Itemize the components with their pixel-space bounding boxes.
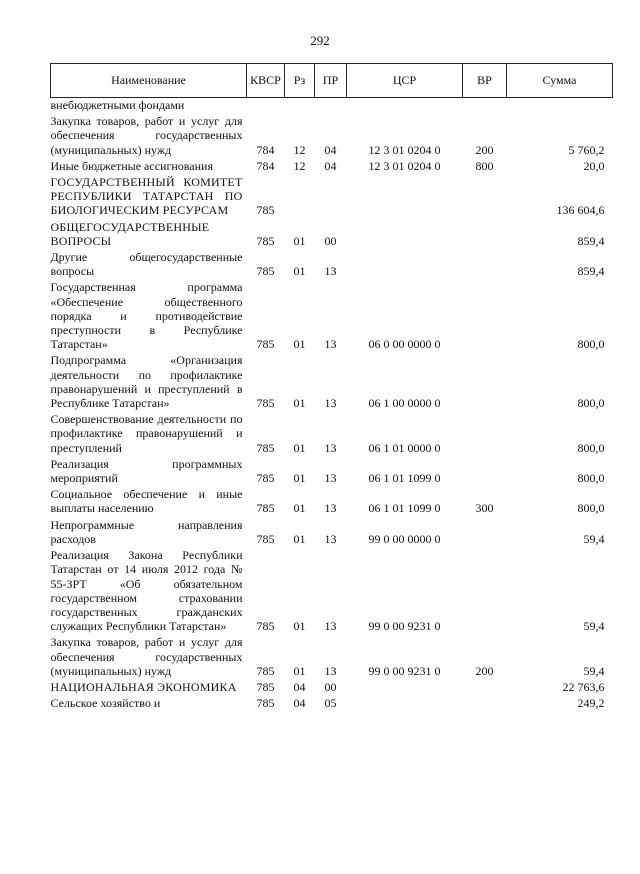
cell-name: Сельское хозяйство и — [50, 696, 161, 711]
table-row — [51, 278, 613, 351]
cell-sum: 859,4 — [577, 264, 605, 279]
table-row — [51, 678, 613, 694]
cell-kvsr: 785 — [256, 696, 275, 711]
cell-csr: 06 1 00 0000 0 — [368, 396, 441, 411]
cell-vr: 200 — [475, 142, 494, 157]
cell-pr: 00 — [324, 679, 337, 694]
budget-table — [50, 63, 613, 710]
cell-sum: 59,4 — [583, 663, 605, 678]
cell-name: Совершенствование деятельности по профилактике правонарушений и преступлений — [50, 412, 243, 455]
table-row — [51, 157, 613, 173]
cell-sum: 249,2 — [577, 696, 605, 711]
cell-kvsr — [247, 98, 285, 113]
cell-csr: 99 0 00 9231 0 — [368, 663, 441, 678]
cell-pr: 13 — [324, 501, 337, 516]
cell-kvsr: 785 — [256, 501, 275, 516]
cell-kvsr: 785 — [256, 337, 275, 352]
table-row — [51, 112, 613, 157]
cell-name: Социальное обеспечение и иные выплаты населению — [50, 487, 243, 516]
table-row — [51, 546, 613, 633]
cell-vr: 300 — [475, 501, 494, 516]
cell-rz: 12 — [293, 142, 306, 157]
header-pr: ПР — [315, 64, 347, 98]
table-row — [51, 98, 613, 113]
cell-rz: 04 — [293, 696, 306, 711]
cell-csr — [347, 218, 463, 248]
cell-vr — [463, 410, 507, 455]
cell-pr: 13 — [324, 264, 337, 279]
cell-pr: 13 — [324, 531, 337, 546]
cell-pr: 04 — [324, 158, 337, 173]
cell-kvsr: 784 — [256, 158, 275, 173]
cell-csr: 06 1 01 0000 0 — [368, 440, 441, 455]
cell-name: Подпрограмма «Организация деятельности по профилактике правонарушений и преступлений в Республике Татарстан» — [50, 353, 243, 411]
cell-csr — [347, 173, 463, 218]
table-row — [51, 218, 613, 248]
cell-vr: 200 — [475, 663, 494, 678]
cell-kvsr: 785 — [256, 531, 275, 546]
cell-kvsr: 785 — [256, 679, 275, 694]
cell-sum: 59,4 — [583, 619, 605, 634]
cell-sum: 800,0 — [577, 396, 605, 411]
cell-vr — [463, 546, 507, 633]
header-kvsr: КВСР — [247, 64, 285, 98]
cell-kvsr: 785 — [256, 264, 275, 279]
cell-sum: 800,0 — [577, 337, 605, 352]
cell-rz — [285, 98, 315, 113]
cell-kvsr: 785 — [256, 663, 275, 678]
cell-pr: 13 — [324, 471, 337, 486]
cell-sum: 800,0 — [577, 440, 605, 455]
cell-vr — [463, 278, 507, 351]
cell-kvsr: 785 — [256, 471, 275, 486]
header-sum: Сумма — [507, 64, 613, 98]
table-row — [51, 351, 613, 410]
table-row — [51, 455, 613, 485]
cell-csr: 12 3 01 0204 0 — [368, 142, 441, 157]
cell-csr: 99 0 00 9231 0 — [368, 619, 441, 634]
cell-vr — [463, 694, 507, 710]
cell-pr: 13 — [324, 619, 337, 634]
cell-csr — [347, 678, 463, 694]
cell-name: Непрограммные направления расходов — [50, 517, 243, 546]
cell-vr — [463, 351, 507, 410]
cell-kvsr: 784 — [256, 142, 275, 157]
cell-name: Другие общегосударственные вопросы — [50, 250, 243, 279]
cell-name: внебюджетными фондами — [50, 98, 185, 112]
cell-rz — [285, 173, 315, 218]
cell-pr: 13 — [324, 337, 337, 352]
table-row — [51, 248, 613, 278]
cell-vr — [463, 98, 507, 113]
cell-csr: 06 1 01 1099 0 — [368, 471, 441, 486]
cell-vr: 800 — [475, 158, 494, 173]
table-row — [51, 633, 613, 678]
table-row — [51, 516, 613, 546]
cell-rz: 01 — [293, 501, 306, 516]
cell-name: НАЦИОНАЛЬНАЯ ЭКОНОМИКА — [50, 679, 237, 694]
cell-kvsr: 785 — [256, 203, 275, 218]
cell-kvsr: 785 — [256, 440, 275, 455]
cell-sum: 20,0 — [583, 158, 605, 173]
cell-sum — [507, 98, 613, 113]
cell-csr — [347, 98, 463, 113]
cell-name: Государственная программа «Обеспечение общественного порядка и противодействие преступности в Республике Татарстан» — [50, 280, 243, 352]
cell-pr: 04 — [324, 142, 337, 157]
header-name: Наименование — [51, 64, 247, 98]
cell-csr: 99 0 00 0000 0 — [368, 531, 441, 546]
table-row — [51, 410, 613, 455]
table-row — [51, 173, 613, 218]
cell-sum: 5 760,2 — [568, 142, 605, 157]
cell-sum: 22 763,6 — [562, 679, 605, 694]
header-csr: ЦСР — [347, 64, 463, 98]
cell-pr: 13 — [324, 440, 337, 455]
cell-vr — [463, 248, 507, 278]
cell-pr: 13 — [324, 396, 337, 411]
cell-name: Закупка товаров, работ и услуг для обеспечения государственных (муниципальных) нужд — [50, 114, 243, 157]
cell-name: Реализация программных мероприятий — [50, 456, 243, 486]
cell-sum: 859,4 — [577, 233, 605, 248]
cell-kvsr: 785 — [256, 619, 275, 634]
cell-pr: 13 — [324, 663, 337, 678]
cell-csr — [347, 248, 463, 278]
cell-vr — [463, 218, 507, 248]
cell-name: ГОСУДАРСТВЕННЫЙ КОМИТЕТ РЕСПУБЛИКИ ТАТАРСТАН ПО БИОЛОГИЧЕСКИМ РЕСУРСАМ — [50, 175, 243, 218]
cell-sum: 800,0 — [577, 471, 605, 486]
cell-csr — [347, 694, 463, 710]
cell-pr: 05 — [324, 696, 337, 711]
cell-pr — [315, 173, 347, 218]
cell-rz: 01 — [293, 264, 306, 279]
cell-pr — [315, 98, 347, 113]
cell-rz: 04 — [293, 679, 306, 694]
cell-kvsr: 785 — [256, 233, 275, 248]
page-number: 292 — [310, 33, 330, 48]
cell-name: Реализация Закона Республики Татарстан от 14 июля 2012 года № 55-ЗРТ «Об обязательном государственном страховании государственных гражданских служащих Республики Татарстан» — [50, 548, 243, 634]
cell-rz: 01 — [293, 531, 306, 546]
cell-sum: 800,0 — [577, 501, 605, 516]
cell-sum: 59,4 — [583, 531, 605, 546]
cell-rz: 01 — [293, 663, 306, 678]
cell-vr — [463, 516, 507, 546]
cell-vr — [463, 455, 507, 485]
cell-rz: 01 — [293, 619, 306, 634]
cell-name: Закупка товаров, работ и услуг для обеспечения государственных (муниципальных) нужд — [50, 635, 243, 678]
cell-sum: 136 604,6 — [556, 203, 605, 218]
cell-name: ОБЩЕГОСУДАРСТВЕННЫЕ ВОПРОСЫ — [50, 219, 210, 248]
cell-vr — [463, 678, 507, 694]
table-row — [51, 694, 613, 710]
cell-csr: 06 1 01 1099 0 — [368, 501, 441, 516]
cell-rz: 12 — [293, 158, 306, 173]
cell-rz: 01 — [293, 337, 306, 352]
cell-csr: 12 3 01 0204 0 — [368, 158, 441, 173]
cell-rz: 01 — [293, 471, 306, 486]
cell-rz: 01 — [293, 396, 306, 411]
header-vr: ВР — [463, 64, 507, 98]
cell-kvsr: 785 — [256, 396, 275, 411]
table-row — [51, 485, 613, 515]
cell-rz: 01 — [293, 233, 306, 248]
cell-name: Иные бюджетные ассигнования — [50, 158, 213, 173]
header-rz: Рз — [285, 64, 315, 98]
table-header-row — [51, 64, 613, 98]
cell-csr: 06 0 00 0000 0 — [368, 337, 441, 352]
cell-vr — [463, 173, 507, 218]
cell-rz: 01 — [293, 440, 306, 455]
cell-pr: 00 — [324, 233, 337, 248]
